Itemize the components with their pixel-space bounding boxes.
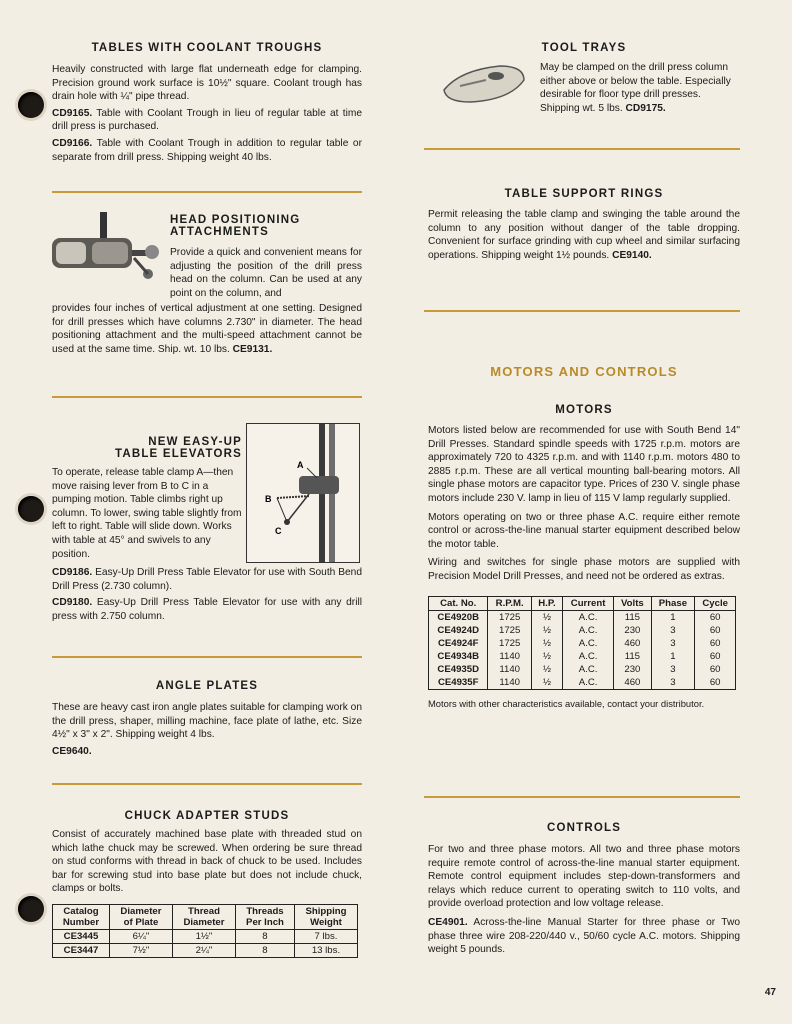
- cell: A.C.: [562, 610, 613, 624]
- trays-desc: [540, 61, 740, 115]
- cell: 1140: [488, 676, 532, 690]
- divider: [52, 783, 362, 785]
- motors-note: Motors with other characteristics available, contact your distributor.: [428, 697, 705, 709]
- code-ce9640: CE9640.: [52, 745, 92, 757]
- cell: 60: [695, 637, 736, 650]
- cell: CE4934B: [429, 650, 488, 663]
- table-row: [429, 676, 736, 690]
- cell: 230: [614, 624, 651, 637]
- cell: CE4924D: [429, 624, 488, 637]
- divider: [52, 396, 362, 398]
- col-header: Current: [562, 596, 613, 610]
- controls-item-text: Across-the-line Manual Starter for three phase or Two phase three wire 208-220/440 v., 50/60 cycle A.C. motors. Shipping weight 5 pounds.: [428, 916, 740, 956]
- elevator-item-text: Easy-Up Drill Press Table Elevator for use with any drill press with 2.750 column.: [52, 597, 362, 622]
- divider: [52, 191, 362, 193]
- elevator-section-wrap: [52, 436, 242, 564]
- rings-section: [428, 188, 740, 265]
- cell: CE3447: [53, 943, 110, 957]
- chuck-title: CHUCK ADAPTER STUDS: [124, 810, 290, 822]
- cell: A.C.: [562, 650, 613, 663]
- col-header: Phase: [651, 596, 695, 610]
- motors-section: [428, 404, 740, 712]
- cell: 60: [695, 676, 736, 690]
- cell: 460: [614, 637, 651, 650]
- elevator-item-text: Easy-Up Drill Press Table Elevator for use with South Bend Drill Press (2.730 column).: [52, 567, 362, 592]
- page-number: 47: [764, 987, 776, 998]
- elevator-item-cd9180: [52, 596, 362, 623]
- col-header: Volts: [614, 596, 651, 610]
- controls-item-ce4901: [428, 916, 740, 957]
- cell: 460: [614, 676, 651, 690]
- tool-tray-image: [440, 60, 528, 106]
- head-title-line2: ATTACHMENTS: [170, 226, 270, 238]
- head-section: [52, 302, 362, 359]
- cell: ½: [531, 610, 562, 624]
- cell: 1140: [488, 650, 532, 663]
- cell: CE4935F: [429, 676, 488, 690]
- rings-title: TABLE SUPPORT RINGS: [504, 188, 664, 200]
- cell: 1: [651, 610, 695, 624]
- motors-desc-3: Wiring and switches for single phase motors are supplied with Precision Model Drill Presses, and need not be ordered as extras.: [428, 557, 740, 582]
- chuck-section: [52, 810, 362, 958]
- table-row: [429, 650, 736, 663]
- header-line: Diameter: [120, 905, 162, 917]
- col-header: [53, 904, 110, 929]
- header-line: Catalog: [63, 905, 99, 917]
- header-line: Per Inch: [246, 916, 284, 928]
- table-row: [429, 637, 736, 650]
- cell: 1725: [488, 637, 532, 650]
- trays-title: TOOL TRAYS: [541, 42, 627, 54]
- controls-title: CONTROLS: [546, 822, 622, 834]
- table-row: [53, 929, 358, 943]
- label-c: C: [275, 526, 282, 536]
- elevator-items: [52, 566, 362, 626]
- code-ce4901: CE4901.: [428, 916, 468, 928]
- elevator-desc: To operate, release table clamp A—then move raising lever from B to C in a pumping motion. Table climbs right up column. To lower, swing table slightly from left to right. Table will slide down. Works with table at 45° and swivels to any position.: [52, 467, 242, 560]
- cell: 2¼": [172, 943, 235, 957]
- rings-desc: [428, 208, 740, 262]
- motors-table-header: [429, 596, 736, 610]
- cell: A.C.: [562, 637, 613, 650]
- motors-desc-2: Motors operating on two or three phase A.C. require either remote control or across-the-line manual starter equipment described below the motor table.: [428, 511, 740, 550]
- code-ce9140: CE9140.: [612, 249, 652, 261]
- controls-desc: For two and three phase motors. All two and three phase motors require remote control of across-the-line manual starter equipment. Remote control equipment includes step-down-transformers and relays which reduce current to operating switch to 110 volts, and provide overload protection and low voltage release.: [428, 844, 740, 910]
- header-line: Shipping: [305, 905, 347, 917]
- cell: ½: [531, 676, 562, 690]
- cell: 115: [614, 610, 651, 624]
- label-b: B: [265, 494, 272, 504]
- coolant-section: [52, 42, 362, 167]
- cell: 6¼": [109, 929, 172, 943]
- header-line: of Plate: [123, 916, 159, 928]
- trays-desc-text: May be clamped on the drill press column either above or below the table. Especially desirable for floor type drill presses. Shipping wt. 5 lbs.: [540, 62, 731, 114]
- col-header: [172, 904, 235, 929]
- cell: 60: [695, 663, 736, 676]
- col-header: H.P.: [531, 596, 562, 610]
- cell: CE3445: [53, 929, 110, 943]
- cell: A.C.: [562, 663, 613, 676]
- code-cd9175: CD9175.: [625, 102, 666, 114]
- head-desc: [52, 302, 362, 356]
- head-section-wrap: [170, 214, 362, 303]
- cell: ½: [531, 637, 562, 650]
- table-row: [53, 943, 358, 957]
- elevator-title-line2: TABLE ELEVATORS: [114, 448, 242, 460]
- elevator-item-cd9186: [52, 566, 362, 593]
- coolant-title: TABLES WITH COOLANT TROUGHS: [91, 42, 323, 54]
- col-header: [109, 904, 172, 929]
- cell: 7 lbs.: [294, 929, 357, 943]
- binder-hole: [18, 92, 44, 118]
- cell: ½: [531, 663, 562, 676]
- cell: 115: [614, 650, 651, 663]
- binder-hole: [18, 496, 44, 522]
- cell: 3: [651, 637, 695, 650]
- elevator-image: [246, 423, 360, 563]
- cell: CE4935D: [429, 663, 488, 676]
- cell: A.C.: [562, 676, 613, 690]
- cell: 60: [695, 624, 736, 637]
- head-desc-wrap: Provide a quick and convenient means for adjusting the position of the drill press head on the column. Can be used at any point on the column, and: [170, 247, 362, 299]
- motors-table: [428, 596, 736, 690]
- chuck-table-header: [53, 904, 358, 929]
- cell: 1½": [172, 929, 235, 943]
- table-row: [429, 624, 736, 637]
- divider: [424, 310, 740, 312]
- header-line: Threads: [246, 905, 284, 917]
- cell: 3: [651, 676, 695, 690]
- divider: [424, 148, 740, 150]
- head-positioning-image: [48, 212, 164, 292]
- coolant-item-text: Table with Coolant Trough in lieu of regular table at time drill press is purchased.: [52, 107, 362, 133]
- cell: 60: [695, 610, 736, 624]
- cell: CE4924F: [429, 637, 488, 650]
- angle-section: [52, 680, 362, 761]
- motors-controls-heading: [428, 364, 740, 379]
- cell: ½: [531, 650, 562, 663]
- cell: 230: [614, 663, 651, 676]
- header-line: Weight: [310, 916, 342, 928]
- cell: CE4920B: [429, 610, 488, 624]
- header-line: Thread: [187, 905, 220, 917]
- cell: 7½": [109, 943, 172, 957]
- angle-desc: These are heavy cast iron angle plates suitable for clamping work on the drill press, shaper, milling machine, face plate of lathe, etc. Size 4½" x 3" x 2". Shipping weight 4 lbs.: [52, 702, 362, 741]
- cell: 8: [235, 943, 294, 957]
- cell: 3: [651, 663, 695, 676]
- table-row: [429, 663, 736, 676]
- cell: 1725: [488, 610, 532, 624]
- code-cd9180: CD9180.: [52, 597, 93, 609]
- motors-title: MOTORS: [555, 404, 613, 416]
- cell: 13 lbs.: [294, 943, 357, 957]
- trays-section: [540, 61, 740, 118]
- code-cd9186: CD9186.: [52, 567, 93, 578]
- col-header: [235, 904, 294, 929]
- chuck-table: [52, 904, 358, 958]
- cell: A.C.: [562, 624, 613, 637]
- code-cd9166: CD9166.: [52, 137, 93, 149]
- col-header: R.P.M.: [488, 596, 532, 610]
- controls-section: [428, 822, 740, 960]
- section-title: MOTORS AND CONTROLS: [490, 364, 678, 379]
- cell: 1140: [488, 663, 532, 676]
- rings-desc-text: Permit releasing the table clamp and swinging the table around the column to any position without danger of the table dropping. Convenient for surface grinding with cup wheel and similar surfacing operations. Shipping weight 1½ pounds.: [428, 209, 740, 261]
- trays-title-wrap: [428, 42, 740, 54]
- divider: [424, 796, 740, 798]
- angle-title: ANGLE PLATES: [155, 680, 259, 692]
- coolant-desc: Heavily constructed with large flat underneath edge for clamping. Precision ground work surface is 10½" square. Coolant trough has drain hole with ¼" pipe thread.: [52, 64, 362, 103]
- header-line: Number: [62, 916, 100, 928]
- code-cd9165: CD9165.: [52, 107, 93, 119]
- col-header: [294, 904, 357, 929]
- head-desc-text: provides four inches of vertical adjustment at one setting. Designed for drill presses which have columns 2.730" in diameter. The head positioning attachment and the multi-speed attachment cannot be used at the same time. Ship. wt. 10 lbs.: [52, 303, 362, 355]
- header-line: Diameter: [183, 916, 225, 928]
- divider: [52, 656, 362, 658]
- motors-desc-1: Motors listed below are recommended for use with South Bend 14" Drill Presses. Standard spindle speeds with 1725 r.p.m. motors are approximately 720 to 4325 r.p.m. and with 1140 r.p.m. motors 480 to 2885 r.p.m. These are all vertical mounting ball-bearing motors. All single phase motors are capacitor type. Prices of 230 V. single phase motors include 230 V. lamp in lieu of 115 V lamp regularly supplied.: [428, 425, 740, 504]
- motors-table-body: [429, 610, 736, 689]
- elevator-title-line1: NEW EASY-UP: [148, 436, 242, 448]
- table-row: [429, 610, 736, 624]
- label-a: A: [297, 460, 304, 470]
- binder-hole: [18, 896, 44, 922]
- coolant-item-cd9166: [52, 137, 362, 164]
- cell: 1: [651, 650, 695, 663]
- cell: ½: [531, 624, 562, 637]
- cell: 8: [235, 929, 294, 943]
- coolant-item-cd9165: [52, 107, 362, 134]
- col-header: Cycle: [695, 596, 736, 610]
- cell: 1725: [488, 624, 532, 637]
- cell: 3: [651, 624, 695, 637]
- coolant-item-text: Table with Coolant Trough in addition to regular table or separate from drill press. Shipping weight 40 lbs.: [52, 137, 362, 163]
- cell: 60: [695, 650, 736, 663]
- col-header: Cat. No.: [429, 596, 488, 610]
- code-ce9131: CE9131.: [232, 343, 273, 355]
- head-title-line1: HEAD POSITIONING: [170, 214, 301, 226]
- chuck-desc: Consist of accurately machined base plate with threaded stud on which lathe chuck may be screwed. When ordering be sure thread on stud conforms with thread in back of chuck to be used. Includes bar for screwing stud into base plate but does not include chuck, clamps or bolts.: [52, 829, 362, 895]
